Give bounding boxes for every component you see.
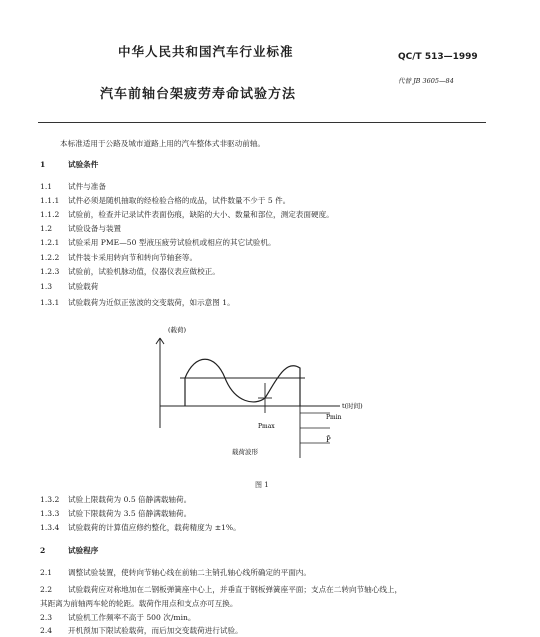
x-axis-label: t(时间) <box>342 402 363 410</box>
replaces-note: 代替 JB 3605—84 <box>398 77 454 85</box>
section-line <box>40 267 220 277</box>
section-text: 试验机工作频率不高于 500 次/min。 <box>68 613 196 622</box>
section-text: 试验下限载荷为 3.5 倍静满载轴荷。 <box>68 509 192 518</box>
section-line <box>40 546 98 556</box>
section-number: 2.4 <box>40 626 53 635</box>
load-waveform-figure <box>140 318 390 478</box>
section-text: 试件与准备 <box>68 182 106 191</box>
section-number: 1.1.2 <box>40 210 60 219</box>
section-line <box>40 298 235 308</box>
section-text: 试验上限载荷为 0.5 倍静满载轴荷。 <box>68 495 192 504</box>
section-number: 1.3 <box>40 282 53 291</box>
section-text: 试件必须是随机抽取的经检验合格的成品，试件数量不少于 5 件。 <box>68 196 291 205</box>
wave-caption: 载荷波形 <box>232 448 258 456</box>
intro-paragraph: 本标准适用于公路及城市道路上用的汽车整体式非驱动前轴。 <box>60 139 266 148</box>
section-number: 1.3.2 <box>40 495 60 504</box>
section-number: 1.2.3 <box>40 267 60 276</box>
section-number: 2.1 <box>40 568 53 577</box>
y-axis-arrow <box>160 338 164 344</box>
section-number: 1.2 <box>40 224 53 233</box>
section-line <box>40 495 191 505</box>
section-line <box>40 626 243 636</box>
pbar-label: P̄ <box>326 436 331 444</box>
standard-org-title: 中华人民共和国汽车行业标准 <box>118 44 294 59</box>
pmax-label: Pmax <box>258 423 275 430</box>
figure-caption: 图 1 <box>255 481 269 489</box>
section-line <box>40 253 197 263</box>
section-line <box>40 585 402 595</box>
section-number: 1 <box>40 160 46 169</box>
section-text: 试验载荷 <box>68 282 99 291</box>
section-line <box>40 224 121 234</box>
section-number: 1.1 <box>40 182 53 191</box>
section-number: 1.2.2 <box>40 253 60 262</box>
document-title: 汽车前轴台架疲劳寿命试验方法 <box>100 87 297 102</box>
section-line <box>40 160 98 170</box>
section-text: 试验采用 PME—50 型液压疲劳试验机或相应的其它试验机。 <box>68 238 276 247</box>
section-line <box>40 238 276 248</box>
section-text: 试验条件 <box>68 160 99 169</box>
section-text: 开机预加下限试验载荷，而后加交变载荷进行试验。 <box>68 626 243 635</box>
section-number: 1.2.1 <box>40 238 60 247</box>
section-text: 试验前，检查并记录试件表面伤痕，缺陷的大小、数量和部位，测定表面硬度。 <box>68 210 334 219</box>
y-axis-arrow <box>156 338 160 344</box>
section-text: 试验载荷应对称地加在二钢板弹簧座中心上，并垂直于钢板弹簧座平面；支点在二转向节轴心线上， <box>68 585 403 594</box>
section-number: 1.3.3 <box>40 509 60 518</box>
section-text: 其距离为前轴两车轮的轮距。载荷作用点和支点亦可互换。 <box>40 599 238 608</box>
section-text: 调整试验装置，使转向节轴心线在前轴二主销孔轴心线所确定的平面内。 <box>68 568 311 577</box>
header-divider <box>38 122 486 123</box>
section-number: 2 <box>40 546 46 555</box>
section-number: 1.3.1 <box>40 298 60 307</box>
y-axis-label: (载荷) <box>168 326 187 334</box>
pmin-label: Pmin <box>326 414 342 421</box>
section-line <box>40 509 191 519</box>
section-text: 试验载荷为近似正弦波的交变载荷，如示意图 1。 <box>68 298 235 307</box>
section-line <box>40 613 196 623</box>
section-line <box>40 210 334 220</box>
section-text: 试验设备与装置 <box>68 224 122 233</box>
section-line <box>40 568 311 578</box>
section-line <box>40 182 106 192</box>
section-line <box>40 196 290 206</box>
section-number: 1.3.4 <box>40 523 60 532</box>
section-text: 试验载荷的计算值应修约整化，载荷精度为 ±1%。 <box>68 523 241 532</box>
section-line <box>40 523 241 533</box>
section-text: 试验程序 <box>68 546 99 555</box>
section-number: 2.2 <box>40 585 53 594</box>
section-number: 2.3 <box>40 613 53 622</box>
section-number: 1.1.1 <box>40 196 60 205</box>
section-line <box>40 599 237 609</box>
load-wave <box>185 359 300 406</box>
standard-code: QC/T 513—1999 <box>398 52 478 62</box>
section-text: 试验前，试验机脉动值，仪器仪表应做校正。 <box>68 267 220 276</box>
section-line <box>40 282 98 292</box>
section-text: 试件装卡采用转向节和转向节轴套等。 <box>68 253 198 262</box>
